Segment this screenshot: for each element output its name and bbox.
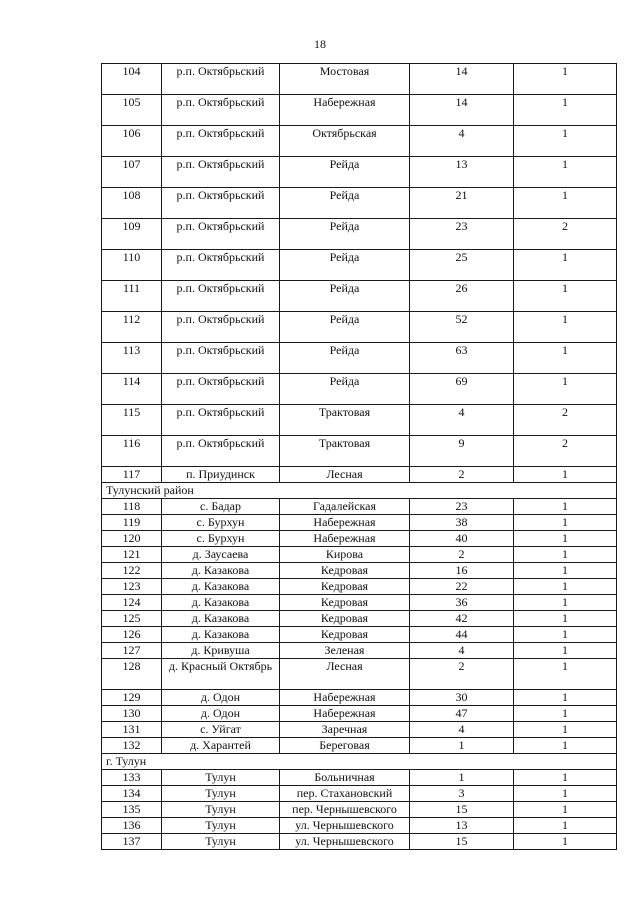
row-number-cell: 107 (102, 157, 162, 188)
row-number-cell: 129 (102, 690, 162, 706)
house-number-cell: 3 (410, 786, 514, 802)
settlement-cell: р.п. Октябрьский (162, 250, 280, 281)
table-row (102, 250, 617, 281)
settlement-cell: д. Казакова (162, 627, 280, 643)
count-cell: 1 (514, 579, 617, 595)
table-row (102, 467, 617, 483)
row-number-cell: 109 (102, 219, 162, 250)
house-number-cell: 14 (410, 95, 514, 126)
table-row (102, 95, 617, 126)
street-cell: Гадалейская (280, 499, 410, 515)
street-cell: Трактовая (280, 405, 410, 436)
settlement-cell: д. Казакова (162, 595, 280, 611)
count-cell: 1 (514, 531, 617, 547)
settlement-cell: с. Бурхун (162, 531, 280, 547)
page-number: 18 (314, 37, 326, 51)
house-number-cell: 22 (410, 579, 514, 595)
table-row (102, 374, 617, 405)
count-cell: 1 (514, 786, 617, 802)
street-cell: Мостовая (280, 64, 410, 95)
settlement-cell: с. Бурхун (162, 515, 280, 531)
row-number-cell: 125 (102, 611, 162, 627)
settlement-cell: р.п. Октябрьский (162, 219, 280, 250)
table-row (102, 126, 617, 157)
settlement-cell: д. Одон (162, 706, 280, 722)
house-number-cell: 4 (410, 126, 514, 157)
street-cell: Набережная (280, 706, 410, 722)
row-number-cell: 134 (102, 786, 162, 802)
house-number-cell: 38 (410, 515, 514, 531)
street-cell: Береговая (280, 738, 410, 754)
count-cell: 1 (514, 64, 617, 95)
street-cell: пер. Стахановский (280, 786, 410, 802)
settlement-cell: р.п. Октябрьский (162, 436, 280, 467)
count-cell: 1 (514, 690, 617, 706)
settlement-cell: р.п. Октябрьский (162, 126, 280, 157)
table-row (102, 405, 617, 436)
table-row (102, 219, 617, 250)
count-cell: 1 (514, 312, 617, 343)
table-row (102, 579, 617, 595)
settlement-cell: п. Приудинск (162, 467, 280, 483)
settlement-cell: Тулун (162, 834, 280, 850)
table-row (102, 611, 617, 627)
count-cell: 1 (514, 250, 617, 281)
house-number-cell: 14 (410, 64, 514, 95)
house-number-cell: 13 (410, 157, 514, 188)
street-cell: Лесная (280, 659, 410, 690)
row-number-cell: 136 (102, 818, 162, 834)
street-cell: Октябрьская (280, 126, 410, 157)
street-cell: Лесная (280, 467, 410, 483)
row-number-cell: 114 (102, 374, 162, 405)
row-number-cell: 121 (102, 547, 162, 563)
street-cell: Кедровая (280, 579, 410, 595)
street-cell: Кедровая (280, 611, 410, 627)
table-row (102, 722, 617, 738)
house-number-cell: 23 (410, 499, 514, 515)
table-row (102, 770, 617, 786)
settlement-cell: р.п. Октябрьский (162, 343, 280, 374)
street-cell: Кедровая (280, 563, 410, 579)
street-cell: Рейда (280, 157, 410, 188)
count-cell: 1 (514, 343, 617, 374)
count-cell: 1 (514, 802, 617, 818)
table-row (102, 547, 617, 563)
count-cell: 1 (514, 126, 617, 157)
street-cell: Набережная (280, 515, 410, 531)
row-number-cell: 131 (102, 722, 162, 738)
house-number-cell: 2 (410, 467, 514, 483)
table-row (102, 627, 617, 643)
house-number-cell: 2 (410, 659, 514, 690)
settlement-cell: р.п. Октябрьский (162, 64, 280, 95)
street-cell: Рейда (280, 343, 410, 374)
row-number-cell: 137 (102, 834, 162, 850)
settlement-cell: д. Харантей (162, 738, 280, 754)
count-cell: 1 (514, 281, 617, 312)
count-cell: 1 (514, 467, 617, 483)
house-number-cell: 2 (410, 547, 514, 563)
settlement-cell: д. Казакова (162, 563, 280, 579)
settlement-cell: Тулун (162, 802, 280, 818)
house-number-cell: 69 (410, 374, 514, 405)
table-row (102, 659, 617, 690)
house-number-cell: 36 (410, 595, 514, 611)
count-cell: 2 (514, 219, 617, 250)
count-cell: 1 (514, 188, 617, 219)
table-row (102, 643, 617, 659)
settlement-cell: р.п. Октябрьский (162, 312, 280, 343)
street-cell: Рейда (280, 188, 410, 219)
street-cell: Кирова (280, 547, 410, 563)
street-cell: Заречная (280, 722, 410, 738)
count-cell: 1 (514, 738, 617, 754)
row-number-cell: 115 (102, 405, 162, 436)
row-number-cell: 123 (102, 579, 162, 595)
street-cell: Кедровая (280, 627, 410, 643)
house-number-cell: 9 (410, 436, 514, 467)
address-table (101, 63, 617, 850)
street-cell: Набережная (280, 531, 410, 547)
house-number-cell: 25 (410, 250, 514, 281)
house-number-cell: 4 (410, 405, 514, 436)
settlement-cell: р.п. Октябрьский (162, 95, 280, 126)
row-number-cell: 133 (102, 770, 162, 786)
row-number-cell: 135 (102, 802, 162, 818)
count-cell: 1 (514, 611, 617, 627)
street-cell: Рейда (280, 281, 410, 312)
count-cell: 1 (514, 547, 617, 563)
settlement-cell: р.п. Октябрьский (162, 157, 280, 188)
address-table-body (102, 64, 617, 850)
table-row (102, 281, 617, 312)
table-row (102, 690, 617, 706)
table-row (102, 818, 617, 834)
table-row (102, 738, 617, 754)
house-number-cell: 1 (410, 738, 514, 754)
street-cell: Рейда (280, 250, 410, 281)
house-number-cell: 42 (410, 611, 514, 627)
table-row (102, 802, 617, 818)
house-number-cell: 52 (410, 312, 514, 343)
count-cell: 2 (514, 436, 617, 467)
house-number-cell: 13 (410, 818, 514, 834)
street-cell: пер. Чернышевского (280, 802, 410, 818)
row-number-cell: 105 (102, 95, 162, 126)
row-number-cell: 106 (102, 126, 162, 157)
house-number-cell: 40 (410, 531, 514, 547)
settlement-cell: д. Казакова (162, 579, 280, 595)
count-cell: 1 (514, 659, 617, 690)
street-cell: Кедровая (280, 595, 410, 611)
row-number-cell: 128 (102, 659, 162, 690)
count-cell: 1 (514, 499, 617, 515)
house-number-cell: 26 (410, 281, 514, 312)
row-number-cell: 112 (102, 312, 162, 343)
row-number-cell: 111 (102, 281, 162, 312)
street-cell: Набережная (280, 95, 410, 126)
settlement-cell: р.п. Октябрьский (162, 405, 280, 436)
street-cell: ул. Чернышевского (280, 834, 410, 850)
house-number-cell: 4 (410, 643, 514, 659)
house-number-cell: 16 (410, 563, 514, 579)
count-cell: 1 (514, 374, 617, 405)
row-number-cell: 122 (102, 563, 162, 579)
row-number-cell: 118 (102, 499, 162, 515)
count-cell: 1 (514, 643, 617, 659)
settlement-cell: д. Кривуша (162, 643, 280, 659)
house-number-cell: 1 (410, 770, 514, 786)
table-row (102, 515, 617, 531)
table-row (102, 157, 617, 188)
section-heading-row (102, 483, 617, 499)
house-number-cell: 47 (410, 706, 514, 722)
count-cell: 2 (514, 405, 617, 436)
row-number-cell: 117 (102, 467, 162, 483)
street-cell: Набережная (280, 690, 410, 706)
count-cell: 1 (514, 722, 617, 738)
table-row (102, 436, 617, 467)
house-number-cell: 44 (410, 627, 514, 643)
count-cell: 1 (514, 818, 617, 834)
count-cell: 1 (514, 595, 617, 611)
count-cell: 1 (514, 834, 617, 850)
table-row (102, 531, 617, 547)
row-number-cell: 124 (102, 595, 162, 611)
table-row (102, 188, 617, 219)
row-number-cell: 104 (102, 64, 162, 95)
row-number-cell: 108 (102, 188, 162, 219)
settlement-cell: Тулун (162, 770, 280, 786)
house-number-cell: 30 (410, 690, 514, 706)
street-cell: Рейда (280, 374, 410, 405)
settlement-cell: с. Уйгат (162, 722, 280, 738)
row-number-cell: 126 (102, 627, 162, 643)
section-heading: г. Тулун (102, 754, 617, 770)
street-cell: Трактовая (280, 436, 410, 467)
row-number-cell: 132 (102, 738, 162, 754)
house-number-cell: 23 (410, 219, 514, 250)
table-row (102, 834, 617, 850)
row-number-cell: 113 (102, 343, 162, 374)
row-number-cell: 127 (102, 643, 162, 659)
house-number-cell: 15 (410, 802, 514, 818)
table-row (102, 64, 617, 95)
row-number-cell: 130 (102, 706, 162, 722)
count-cell: 1 (514, 515, 617, 531)
count-cell: 1 (514, 627, 617, 643)
count-cell: 1 (514, 563, 617, 579)
street-cell: Рейда (280, 219, 410, 250)
settlement-cell: д. Казакова (162, 611, 280, 627)
table-row (102, 595, 617, 611)
settlement-cell: р.п. Октябрьский (162, 281, 280, 312)
table-row (102, 706, 617, 722)
settlement-cell: р.п. Октябрьский (162, 188, 280, 219)
house-number-cell: 21 (410, 188, 514, 219)
settlement-cell: Тулун (162, 818, 280, 834)
count-cell: 1 (514, 95, 617, 126)
table-row (102, 499, 617, 515)
settlement-cell: д. Одон (162, 690, 280, 706)
house-number-cell: 15 (410, 834, 514, 850)
street-cell: Зеленая (280, 643, 410, 659)
street-cell: Рейда (280, 312, 410, 343)
street-cell: Больничная (280, 770, 410, 786)
table-row (102, 786, 617, 802)
count-cell: 1 (514, 706, 617, 722)
row-number-cell: 110 (102, 250, 162, 281)
count-cell: 1 (514, 770, 617, 786)
house-number-cell: 63 (410, 343, 514, 374)
count-cell: 1 (514, 157, 617, 188)
row-number-cell: 119 (102, 515, 162, 531)
settlement-cell: р.п. Октябрьский (162, 374, 280, 405)
row-number-cell: 120 (102, 531, 162, 547)
section-heading-row (102, 754, 617, 770)
settlement-cell: д. Заусаева (162, 547, 280, 563)
settlement-cell: Тулун (162, 786, 280, 802)
section-heading: Тулунский район (102, 483, 617, 499)
table-row (102, 343, 617, 374)
settlement-cell: с. Бадар (162, 499, 280, 515)
settlement-cell: д. Красный Октябрь (162, 659, 280, 690)
house-number-cell: 4 (410, 722, 514, 738)
table-row (102, 312, 617, 343)
street-cell: ул. Чернышевского (280, 818, 410, 834)
table-row (102, 563, 617, 579)
row-number-cell: 116 (102, 436, 162, 467)
